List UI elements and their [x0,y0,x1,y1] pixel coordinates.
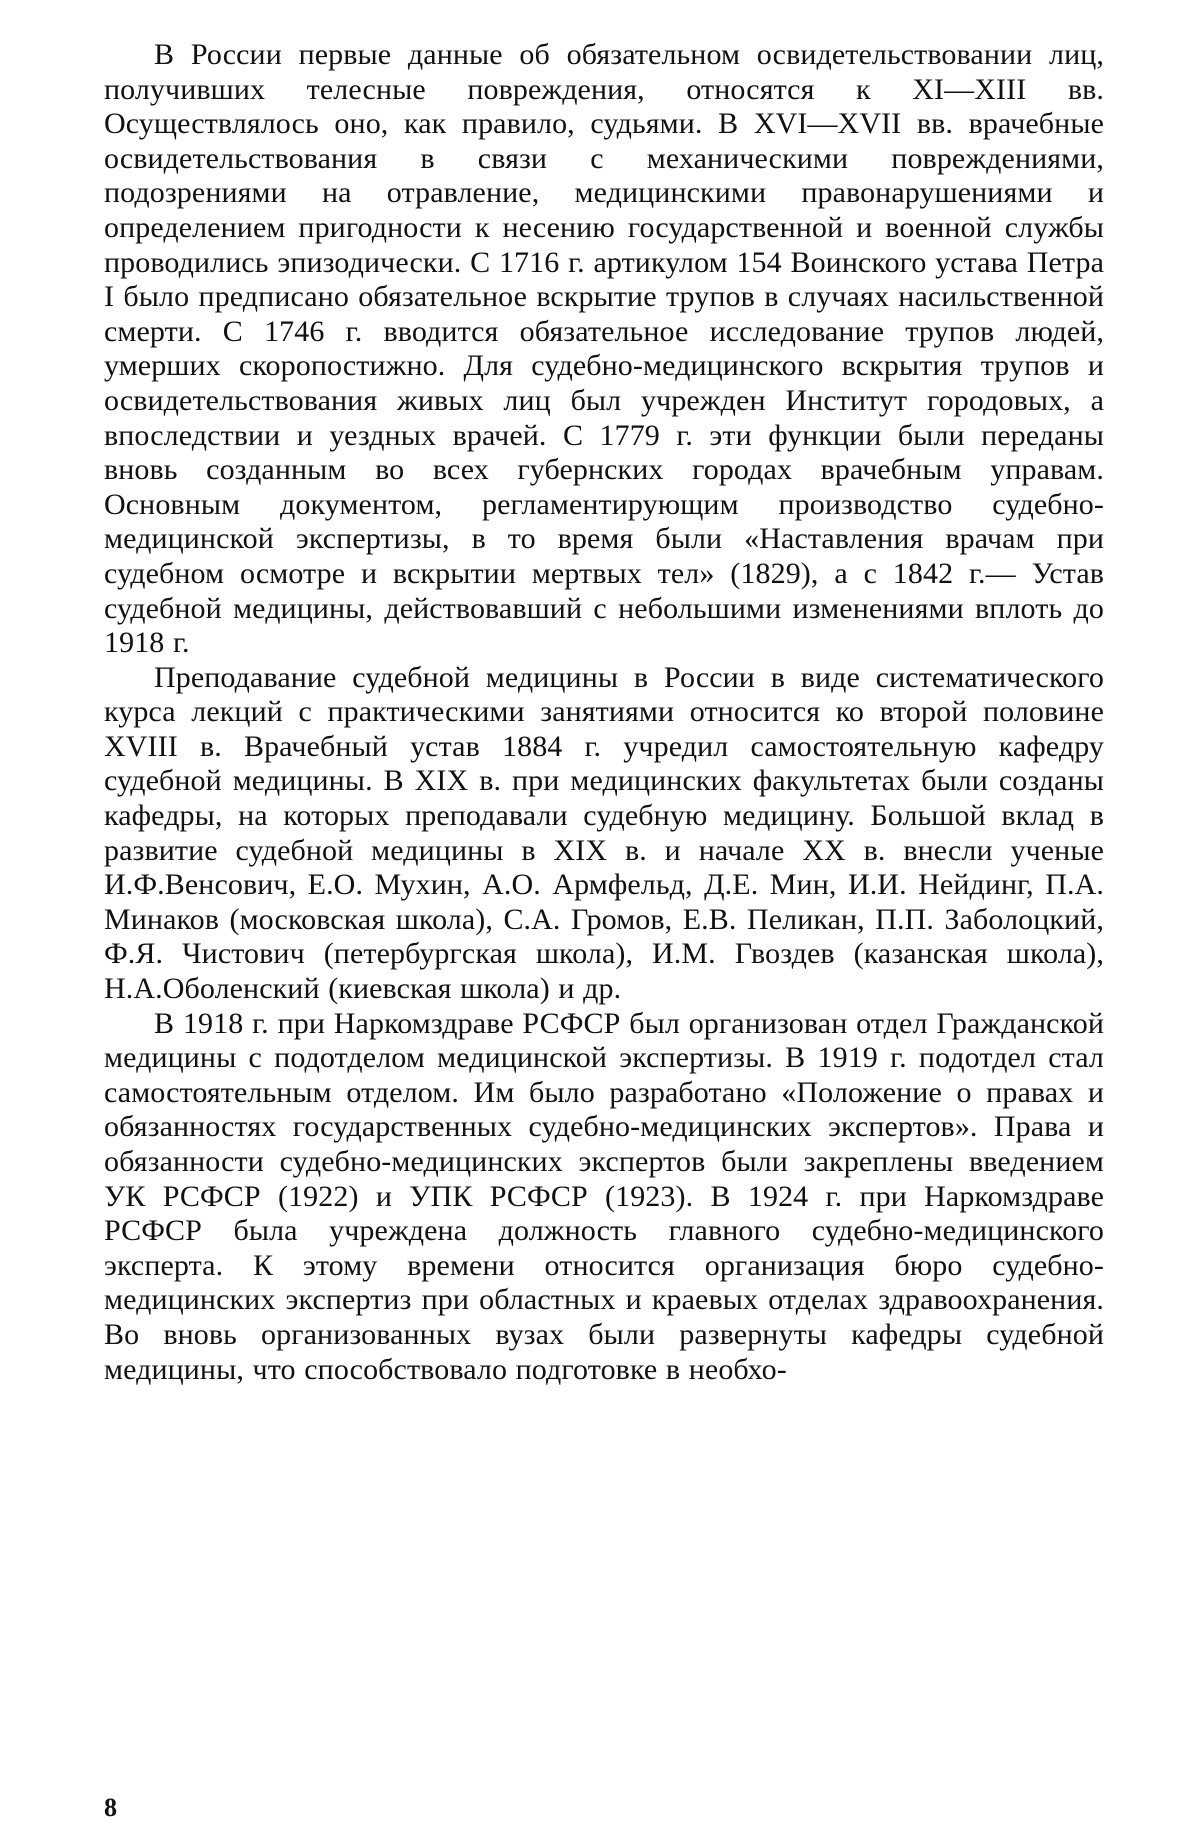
paragraph-teaching-history: Преподавание судебной медицины в России в виде систематического курса лекций с практическими занятиями относится ко второй половине XVIII в. Врачебный устав 1884 г. учредил самостоятельную кафедру судебной медицины. В XIX в. при медицинских факультетах были созданы кафедры, на которых преподавали судебную медицину. Большой вклад в развитие судебной медицины в XIX в. и начале XX в. внесли ученые И.Ф.Венсович, Е.О. Мухин, А.О. Армфельд, Д.Е. Мин, И.И. Нейдинг, П.А. Минаков (московская школа), С.А. Громов, Е.В. Пеликан, П.П. Заболоцкий, Ф.Я. Чистович (петербургская школа), И.М. Гвоздев (казанская школа), Н.А.Оболенский (киевская школа) и др. [104,660,1104,1006]
body-text [104,38,1104,1387]
paragraph-soviet-period: В 1918 г. при Наркомздраве РСФСР был организован отдел Гражданской медицины с подотделом медицинской экспертизы. В 1919 г. подотдел стал самостоятельным отделом. Им было разработано «Положение о правах и обязанностях государственных судебно-медицинских экспертов». Права и обязанности судебно-медицинских экспертов были закреплены введением УК РСФСР (1922) и УПК РСФСР (1923). В 1924 г. при Наркомздраве РСФСР была учреждена должность главного судебно-медицинского эксперта. К этому времени относится организация бюро судебно-медицинских экспертиз при областных и краевых отделах здравоохранения. Во вновь организованных вузах были развернуты кафедры судебной медицины, что способствовало подготовке в необхо- [104,1006,1104,1386]
paragraph-history-examinations: В России первые данные об обязательном освидетельствовании лиц, получивших телесные повреждения, относятся к XI—XIII вв. Осуществлялось оно, как правило, судьями. В XVI—XVII вв. врачебные освидетельствования в связи с механическими повреждениями, подозрениями на отравление, медицинскими правонарушениями и определением пригодности к несению государственной и военной службы проводились эпизодически. С 1716 г. артикулом 154 Воинского устава Петра I было предписано обязательное вскрытие трупов в случаях насильственной смерти. С 1746 г. вводится обязательное исследование трупов людей, умерших скоропостижно. Для судебно-медицинского вскрытия трупов и освидетельствования живых лиц был учрежден Институт городовых, а впоследствии и уездных врачей. С 1779 г. эти функции были переданы вновь созданным во всех губернских городах врачебным управам. Основным документом, регламентирующим производство судебно-медицинской экспертизы, в то время были «Наставления врачам при судебном осмотре и вскрытии мертвых тел» (1829), а с 1842 г.— Устав судебной медицины, действовавший с небольшими изменениями вплоть до 1918 г. [104,38,1104,660]
page-number: 8 [104,1793,117,1822]
